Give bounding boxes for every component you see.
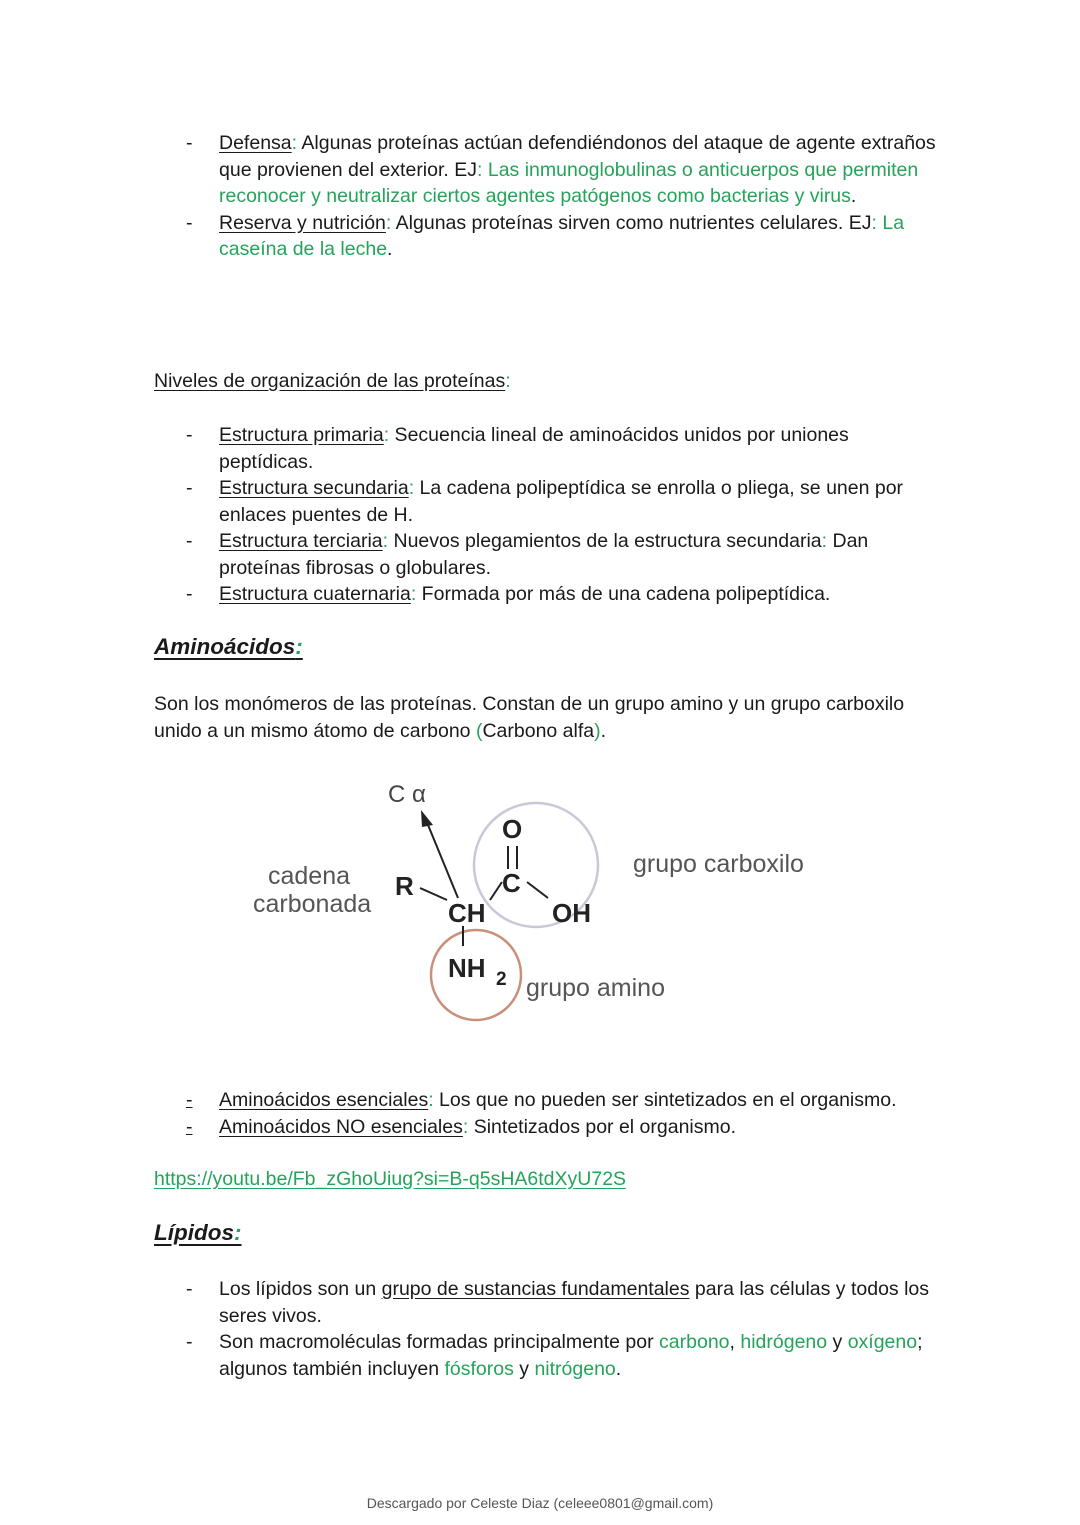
footer-download-note: Descargado por Celeste Diaz (celeee0801@gmail.com)	[366, 1495, 714, 1511]
list-item-no-esenciales: - Aminoácidos NO esenciales: Sintetizados por el organismo.	[186, 1114, 946, 1141]
ch-label: CH	[448, 898, 486, 928]
c-alpha-arrow	[426, 820, 458, 898]
heading-lipidos: Lípidos:	[154, 1220, 242, 1245]
ch-c-bond	[490, 882, 502, 900]
list-item-terciaria: - Estructura terciaria: Nuevos plegamientos de la estructura secundaria: Dan proteínas fibrosas o globulares.	[186, 528, 946, 581]
example-defensa: Las inmunoglobulinas o anticuerpos que permiten reconocer y neutralizar ciertos agentes patógenos como bacterias y virus	[219, 158, 919, 207]
o-label: O	[502, 814, 523, 844]
levels-title: Niveles de organización de las proteínas:	[154, 370, 511, 392]
r-bond	[420, 888, 447, 900]
list-item-primaria: - Estructura primaria: Secuencia lineal de aminoácidos unidos por uniones peptídicas.	[186, 422, 946, 475]
list-item-defensa: - Defensa: Algunas proteínas actúan defendiéndonos del ataque de agente extraños que provienen del exterior. EJ: Las inmunoglobulinas o anticuerpos que permiten reconocer y neutralizar ciertos agentes patógenos como bacterias y virus.	[186, 130, 946, 210]
aminoacidos-paragraph: Son los monómeros de las proteínas. Constan de un grupo amino y un grupo carboxilo unido a un mismo átomo de carbono (Carbono alfa).	[154, 693, 905, 742]
oh-label: OH	[552, 898, 591, 928]
c-oh-bond	[527, 882, 548, 898]
list-item-esenciales: - Aminoácidos esenciales: Los que no pueden ser sintetizados en el organismo.	[186, 1087, 946, 1114]
aminoacid-structure-diagram	[240, 770, 840, 1040]
functions-list	[186, 130, 946, 263]
list-item-lipidos-2: - Son macromoléculas formadas principalmente por carbono, hidrógeno y oxígeno; algunos también incluyen fósforos y nitrógeno.	[186, 1329, 946, 1382]
c-alpha-label: C α	[388, 781, 426, 808]
nh-label: NH	[448, 953, 486, 983]
lipidos-list	[186, 1276, 946, 1382]
arrow-head	[421, 810, 433, 827]
cadena-label-2: carbonada	[253, 890, 372, 918]
c-label: C	[502, 868, 521, 898]
term-reserva: Reserva y nutrición	[219, 211, 386, 234]
carboxilo-label: grupo carboxilo	[633, 850, 804, 878]
list-item-reserva: - Reserva y nutrición: Algunas proteínas sirven como nutrientes celulares. EJ: La caseína de la leche.	[186, 210, 946, 263]
subscript-2: 2	[496, 969, 507, 990]
levels-list	[186, 422, 946, 608]
aminoacid-types-list	[186, 1087, 946, 1140]
example-reserva: La caseína de la leche	[219, 211, 905, 260]
r-label: R	[395, 871, 414, 901]
term-defensa: Defensa	[219, 132, 292, 154]
list-item-cuaternaria: - Estructura cuaternaria: Formada por más de una cadena polipeptídica.	[186, 581, 946, 608]
heading-aminoacidos: Aminoácidos:	[154, 634, 303, 659]
cadena-label-1: cadena	[268, 862, 351, 890]
youtube-link[interactable]: https://youtu.be/Fb_zGhoUiug?si=B-q5sHA6tdXyU72S	[154, 1168, 627, 1190]
amino-label: grupo amino	[526, 974, 665, 1002]
list-item-secundaria: - Estructura secundaria: La cadena polipeptídica se enrolla o pliega, se unen por enlaces puentes de H.	[186, 475, 946, 528]
list-item-lipidos-1: - Los lípidos son un grupo de sustancias fundamentales para las células y todos los seres vivos.	[186, 1276, 946, 1329]
